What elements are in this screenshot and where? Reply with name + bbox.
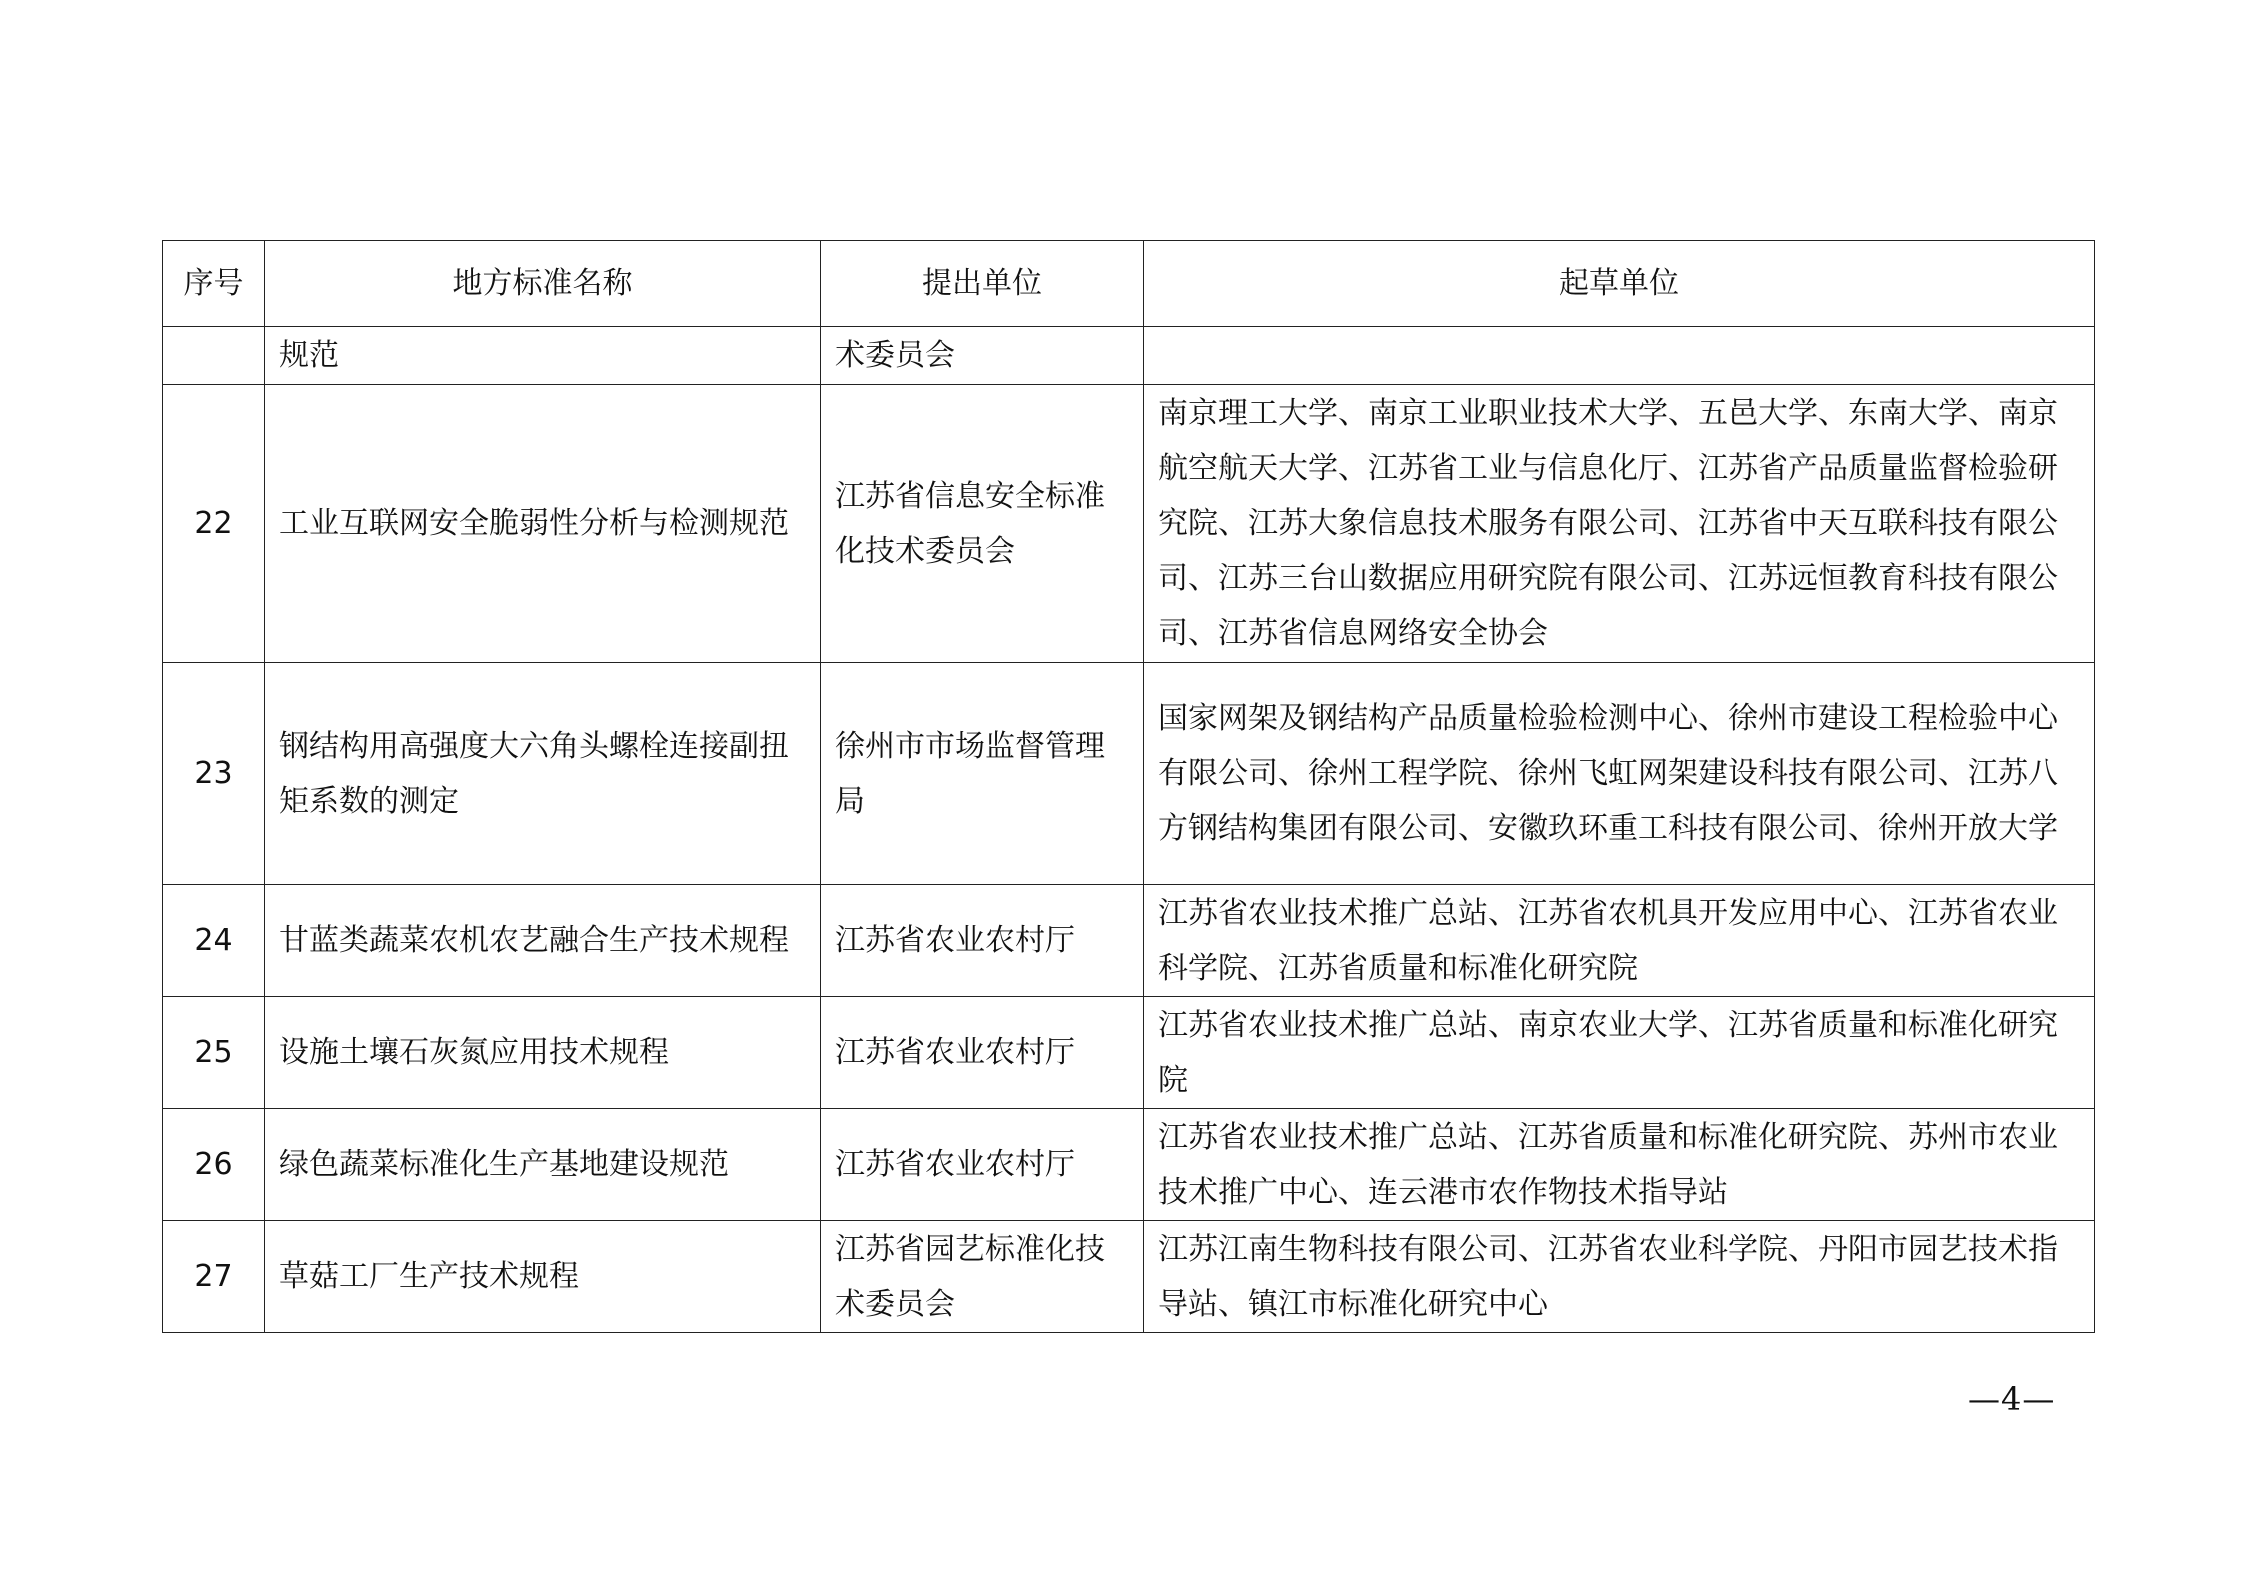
row-standard-name: 工业互联网安全脆弱性分析与检测规范 xyxy=(265,385,821,663)
row-serial-no: 24 xyxy=(163,885,265,997)
row-standard-name: 草菇工厂生产技术规程 xyxy=(265,1221,821,1333)
row-standard-name: 设施土壤石灰氮应用技术规程 xyxy=(265,997,821,1109)
row-proposing-unit: 江苏省园艺标准化技术委员会 xyxy=(821,1221,1144,1333)
row-drafting-unit: 南京理工大学、南京工业职业技术大学、五邑大学、东南大学、南京航空航天大学、江苏省工业与信息化厅、江苏省产品质量监督检验研究院、江苏大象信息技术服务有限公司、江苏省中天互联科技有限公司、江苏三台山数据应用研究院有限公司、江苏远恒教育科技有限公司、江苏省信息网络安全协会 xyxy=(1144,385,2095,663)
row-drafting-unit: 江苏省农业技术推广总站、江苏省农机具开发应用中心、江苏省农业科学院、江苏省质量和标准化研究院 xyxy=(1144,885,2095,997)
row-drafting-unit: 江苏江南生物科技有限公司、江苏省农业科学院、丹阳市园艺技术指导站、镇江市标准化研究中心 xyxy=(1144,1221,2095,1333)
row-standard-name: 钢结构用高强度大六角头螺栓连接副扭矩系数的测定 xyxy=(265,663,821,885)
row-serial-no: 22 xyxy=(163,385,265,663)
table-header-row xyxy=(163,241,2095,327)
header-drafting-unit: 起草单位 xyxy=(1144,241,2095,327)
row-serial-no: 23 xyxy=(163,663,265,885)
row-proposing-unit: 江苏省农业农村厅 xyxy=(821,1109,1144,1221)
row-drafting-unit: 江苏省农业技术推广总站、南京农业大学、江苏省质量和标准化研究院 xyxy=(1144,997,2095,1109)
row-proposing-unit: 江苏省信息安全标准化技术委员会 xyxy=(821,385,1144,663)
table-row xyxy=(163,1109,2095,1221)
table-row xyxy=(163,1221,2095,1333)
row-standard-name: 规范 xyxy=(265,327,821,385)
row-serial-no: 25 xyxy=(163,997,265,1109)
row-proposing-unit: 江苏省农业农村厅 xyxy=(821,997,1144,1109)
row-drafting-unit xyxy=(1144,327,2095,385)
row-serial-no: 27 xyxy=(163,1221,265,1333)
row-proposing-unit: 徐州市市场监督管理局 xyxy=(821,663,1144,885)
header-serial-no: 序号 xyxy=(163,241,265,327)
page-number: —4— xyxy=(1968,1380,2056,1418)
row-proposing-unit: 术委员会 xyxy=(821,327,1144,385)
row-drafting-unit: 江苏省农业技术推广总站、江苏省质量和标准化研究院、苏州市农业技术推广中心、连云港市农作物技术指导站 xyxy=(1144,1109,2095,1221)
table-row xyxy=(163,885,2095,997)
row-serial-no: 26 xyxy=(163,1109,265,1221)
standards-table xyxy=(162,240,2095,1333)
row-standard-name: 甘蓝类蔬菜农机农艺融合生产技术规程 xyxy=(265,885,821,997)
table-row xyxy=(163,385,2095,663)
row-drafting-unit: 国家网架及钢结构产品质量检验检测中心、徐州市建设工程检验中心有限公司、徐州工程学院、徐州飞虹网架建设科技有限公司、江苏八方钢结构集团有限公司、安徽玖环重工科技有限公司、徐州开放大学 xyxy=(1144,663,2095,885)
header-proposing-unit: 提出单位 xyxy=(821,241,1144,327)
header-standard-name: 地方标准名称 xyxy=(265,241,821,327)
row-standard-name: 绿色蔬菜标准化生产基地建设规范 xyxy=(265,1109,821,1221)
table-row xyxy=(163,663,2095,885)
row-serial-no xyxy=(163,327,265,385)
row-proposing-unit: 江苏省农业农村厅 xyxy=(821,885,1144,997)
table-row xyxy=(163,327,2095,385)
table-row xyxy=(163,997,2095,1109)
